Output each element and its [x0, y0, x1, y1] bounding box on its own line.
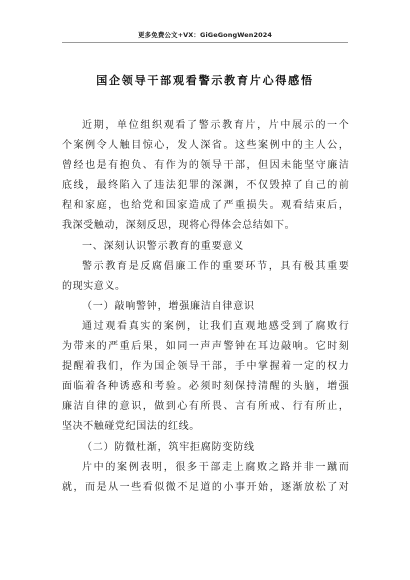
paragraph-line: 通 过 观 看 真 实 的 案 例 ， 让 我 们 直 观 地 感 受 到 了 腐 败 行 [82, 320, 349, 332]
paragraph-line: 我深受触动，深刻反思，现将心得体会总结如下。 [62, 220, 296, 232]
paragraph-line: 为 带 来 的 严 重 后 果 ， 如 同 一 声 声 警 钟 在 耳 边 敲 响 。 它 时 刻 [62, 341, 349, 353]
paragraph-line: 坚决不触碰党纪国法的红线。 [62, 421, 200, 433]
document-body [62, 120, 349, 502]
header-divider [62, 42, 348, 43]
paragraph-line: 廉 洁 自 律 的 意 识 ， 做 到 心 有 所 畏 、 言 有 所 戒 、 行 有 所 止 ， [62, 401, 349, 413]
section-heading: 一、深刻认识警示教育的重要意义 [82, 240, 244, 252]
header-banner: 更多免费公文+VX：GiGeGongWen2024 [138, 31, 272, 39]
subsection-heading: （二）防微杜渐，筑牢拒腐防变防线 [82, 441, 255, 453]
paragraph-line: 程 和 家 庭 ， 也 给 党 和 国 家 造 成 了 严 重 损 失 。 观 看 结 束 后 ， [62, 200, 349, 212]
paragraph-line: 面 临 着 各 种 诱 惑 和 考 验 。 必 须 时 刻 保 持 清 醒 的 头 脑 ， 增 强 [62, 381, 349, 393]
paragraph-line: 的现实意义。 [62, 280, 126, 292]
paragraph-line: 片 中 的 案 例 表 明 ， 很 多 干 部 走 上 腐 败 之 路 并 非 一 蹴 而 [82, 461, 349, 473]
paragraph-line: 警 示 教 育 是 反 腐 倡 廉 工 作 的 重 要 环 节 ， 具 有 极 其 重 要 [82, 260, 349, 272]
paragraph-line: 个 案 例 令 人 触 目 惊 心 ， 发 人 深 省 。 这 些 案 例 中 的 主 人 公 ， [62, 140, 349, 152]
document-title: 国企领导干部观看警示教育片心得感悟 [96, 74, 314, 87]
paragraph-line: 底 线 ， 最 终 陷 入 了 违 法 犯 罪 的 深 渊 ， 不 仅 毁 掉 了 自 己 的 前 [62, 180, 349, 192]
paragraph-line: 近 期 ， 单 位 组 织 观 看 了 警 示 教 育 片 ， 片 中 展 示 的 一 个 [82, 120, 349, 131]
paragraph-line: 提 醒 着 我 们 ， 作 为 国 企 领 导 干 部 ， 手 中 掌 握 着 一 定 的 权 力 [62, 361, 349, 373]
paragraph-line: 就 ， 而 是 从 一 些 看 似 微 不 足 道 的 小 事 开 始 ， 逐 渐 放 松 了 对 [62, 481, 349, 493]
paragraph-line: 曾 经 也 是 有 抱 负 、 有 作 为 的 领 导 干 部 ， 但 因 未 能 坚 守 廉 洁 [62, 160, 349, 172]
subsection-heading: （一）敲响警钟，增强廉洁自律意识 [82, 300, 255, 312]
